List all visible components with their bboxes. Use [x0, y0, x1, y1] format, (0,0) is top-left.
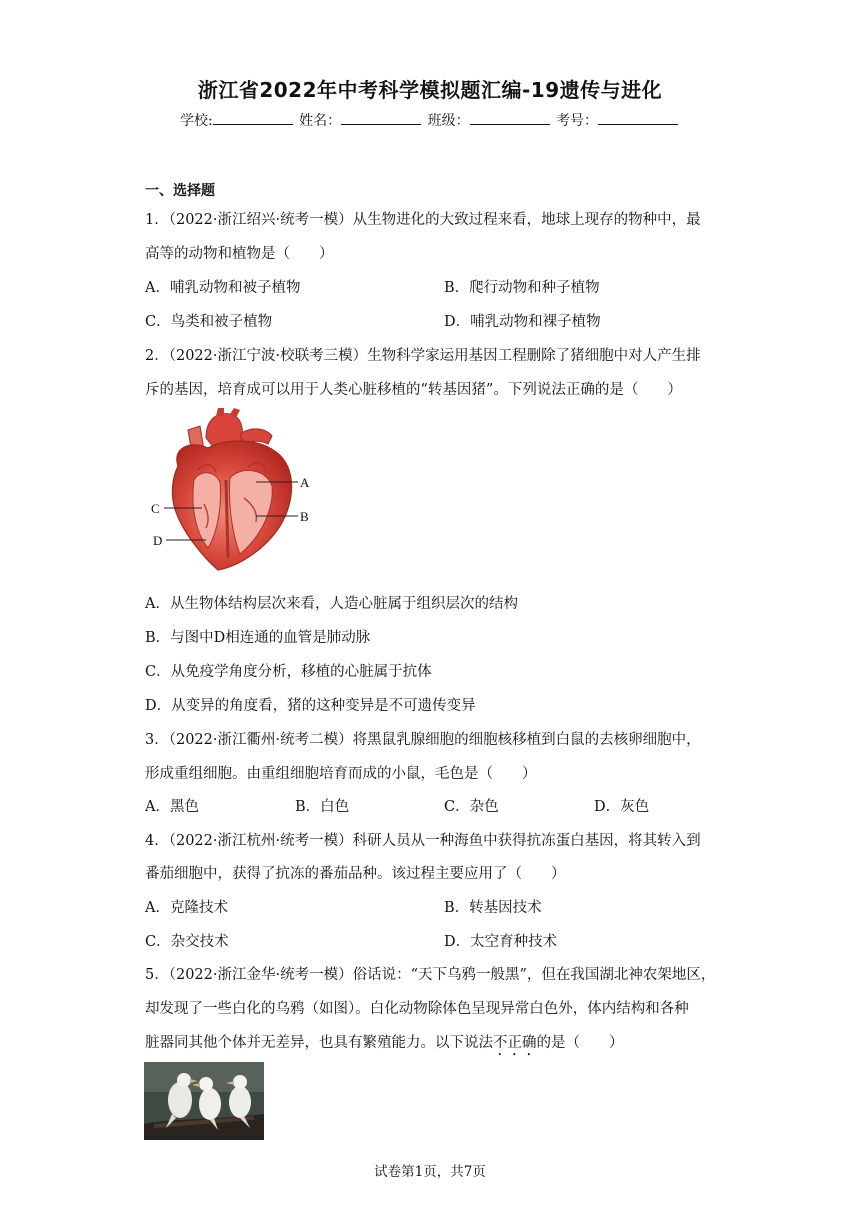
q4-option-d: D．太空育种技术	[444, 934, 558, 950]
exam-no-label: 考号：	[556, 113, 599, 129]
q3-option-d: D．灰色	[594, 799, 650, 815]
school-blank	[213, 110, 293, 125]
q4-option-b: B．转基因技术	[444, 900, 542, 916]
q4-line-1: 4．（2022·浙江杭州·统考一模）科研人员从一种海鱼中获得抗冻蛋白基因，将其转入到	[145, 833, 701, 849]
q2-option-a: A．从生物体结构层次来看，人造心脏属于组织层次的结构	[145, 596, 518, 612]
name-blank	[341, 110, 421, 125]
q2-option-d: D．从变异的角度看，猪的这种变异是不可遗传变异	[145, 698, 476, 714]
q4-line-2: 番茄细胞中，获得了抗冻的番茄品种。该过程主要应用了（ ）	[145, 866, 566, 882]
q5-line-1: 5．（2022·浙江金华·统考一模）俗话说：“天下乌鸦一般黑”，但在我国湖北神农架地区，	[145, 967, 716, 983]
q2-option-b: B．与图中D相连通的血管是肺动脉	[145, 630, 371, 646]
q5-line-3	[145, 1031, 624, 1059]
exam-no-blank	[598, 110, 678, 125]
q3-line-1: 3．（2022·浙江衢州·统考二模）将黑鼠乳腺细胞的细胞核移植到白鼠的去核卵细胞中，	[145, 732, 701, 748]
label-b: B	[300, 509, 309, 524]
white-crows-image	[144, 1062, 264, 1140]
q3-option-b: B．白色	[295, 799, 350, 815]
label-c: C	[151, 501, 160, 516]
q1-line-1: 1．（2022·浙江绍兴·统考一模）从生物进化的大致过程来看，地球上现存的物种中，最	[145, 212, 701, 228]
q5-line-3-pre: 脏器同其他个体并无差异，也具有繁殖能力。以下说法	[145, 1035, 493, 1051]
heart-diagram	[148, 408, 318, 573]
page-footer: 试卷第1页，共7页	[374, 1164, 486, 1180]
q1-option-c: C．鸟类和被子植物	[145, 314, 273, 330]
q3-option-c: C．杂色	[444, 799, 499, 815]
q1-option-d: D．哺乳动物和裸子植物	[444, 314, 601, 330]
class-label: 班级：	[427, 113, 470, 129]
q2-line-1: 2．（2022·浙江宁波·校联考三模）生物科学家运用基因工程删除了猪细胞中对人产生排	[145, 348, 701, 364]
q1-option-a: A．哺乳动物和被子植物	[145, 280, 301, 296]
name-label: 姓名：	[299, 113, 342, 129]
q2-line-2: 斥的基因，培育成可以用于人类心脏移植的“转基因猪”。下列说法正确的是（ ）	[145, 382, 682, 398]
label-d: D	[153, 533, 163, 548]
q1-line-2: 高等的动物和植物是（ ）	[145, 246, 334, 262]
page-title: 浙江省2022年中考科学模拟题汇编-19遗传与进化	[197, 78, 663, 102]
q3-line-2: 形成重组细胞。由重组细胞培育而成的小鼠，毛色是（ ）	[145, 766, 537, 782]
q1-option-b: B．爬行动物和种子植物	[444, 280, 600, 296]
class-blank	[470, 110, 550, 125]
q4-option-c: C．杂交技术	[145, 934, 229, 950]
q4-option-a: A．克隆技术	[145, 900, 228, 916]
q5-emphasis: 不正确	[493, 1035, 537, 1051]
q5-line-3-post: 的是（ ）	[536, 1035, 624, 1051]
q3-option-a: A．黑色	[145, 799, 199, 815]
student-info-line	[0, 110, 860, 130]
white-crows-photo	[144, 1062, 264, 1140]
school-label: 学校:	[179, 113, 213, 129]
q2-option-c: C．从免疫学角度分析，移植的心脏属于抗体	[145, 664, 432, 680]
heart-illustration	[148, 408, 318, 573]
section-title: 一、选择题	[145, 183, 215, 199]
label-a: A	[300, 475, 310, 490]
q5-line-2: 却发现了一些白化的乌鸦（如图）。白化动物除体色呈现异常白色外，体内结构和各种	[145, 1001, 689, 1017]
